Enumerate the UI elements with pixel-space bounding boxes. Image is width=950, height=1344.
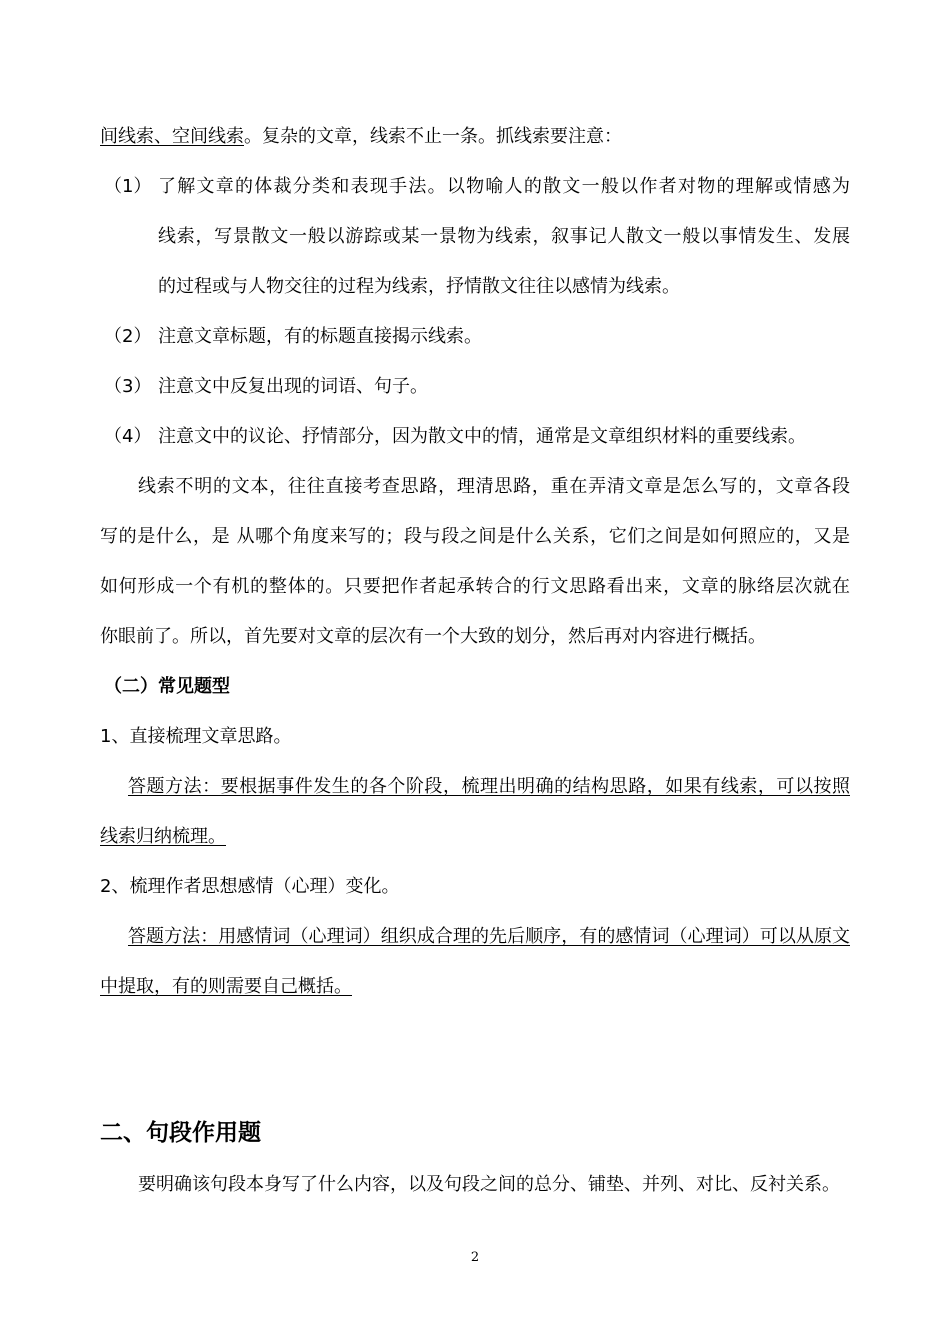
subheading: （二）常见题型 (104, 676, 230, 697)
question-title: 2、梳理作者思想感情（心理）变化。 (100, 876, 400, 897)
text-line (100, 124, 622, 150)
answer-method-line: 答题方法：用感情词（心理词）组织成合理的先后顺序，有的感情词（心理词）可以从原文 (128, 926, 850, 947)
list-item-line: 了解文章的体裁分类和表现手法。以物喻人的散文一般以作者对物的理解或情感为 (158, 176, 850, 197)
question-title: 1、直接梳理文章思路。 (100, 726, 292, 747)
list-item-line: 注意文章标题，有的标题直接揭示线索。 (158, 326, 482, 347)
list-item-line: 注意文中反复出现的词语、句子。 (158, 376, 428, 397)
list-item-number: （4） (104, 426, 152, 447)
answer-method-line: 答题方法：要根据事件发生的各个阶段，梳理出明确的结构思路，如果有线索，可以按照 (128, 776, 850, 797)
paragraph-line: 如何形成一个有机的整体的。只要把作者起承转合的行文思路看出来，文章的脉络层次就在 (100, 576, 850, 597)
page-number: 2 (470, 1250, 480, 1265)
list-item-line: 注意文中的议论、抒情部分，因为散文中的情，通常是文章组织材料的重要线索。 (158, 426, 806, 447)
section-text: 要明确该句段本身写了什么内容，以及句段之间的总分、铺垫、并列、对比、反衬关系。 (138, 1174, 840, 1195)
list-item-line: 的过程或与人物交往的过程为线索，抒情散文往往以感情为线索。 (158, 276, 680, 297)
paragraph-line: 线索不明的文本，往往直接考查思路，理清思路，重在弄清文章是怎么写的，文章各段 (138, 476, 850, 497)
answer-method-line: 中提取，有的则需要自己概括。 (100, 976, 352, 997)
paragraph-line: 你眼前了。所以，首先要对文章的层次有一个大致的划分，然后再对内容进行概括。 (100, 626, 766, 647)
section-heading: 二、句段作用题 (100, 1120, 261, 1146)
list-item-number: （3） (104, 376, 152, 397)
paragraph-line: 写的是什么，是 从哪个角度来写的；段与段之间是什么关系，它们之间是如何照应的，又是 (100, 526, 850, 547)
list-item-number: （2） (104, 326, 152, 347)
text-span: 。复杂的文章，线索不止一条。抓线索要注意： (244, 126, 622, 147)
list-item-number: （1） (104, 176, 152, 197)
answer-method-line: 线索归纳梳理。 (100, 826, 226, 847)
list-item-line: 线索，写景散文一般以游踪或某一景物为线索，叙事记人散文一般以事情发生、发展 (158, 226, 850, 247)
underlined-text: 间线索、空间线索 (100, 126, 244, 147)
